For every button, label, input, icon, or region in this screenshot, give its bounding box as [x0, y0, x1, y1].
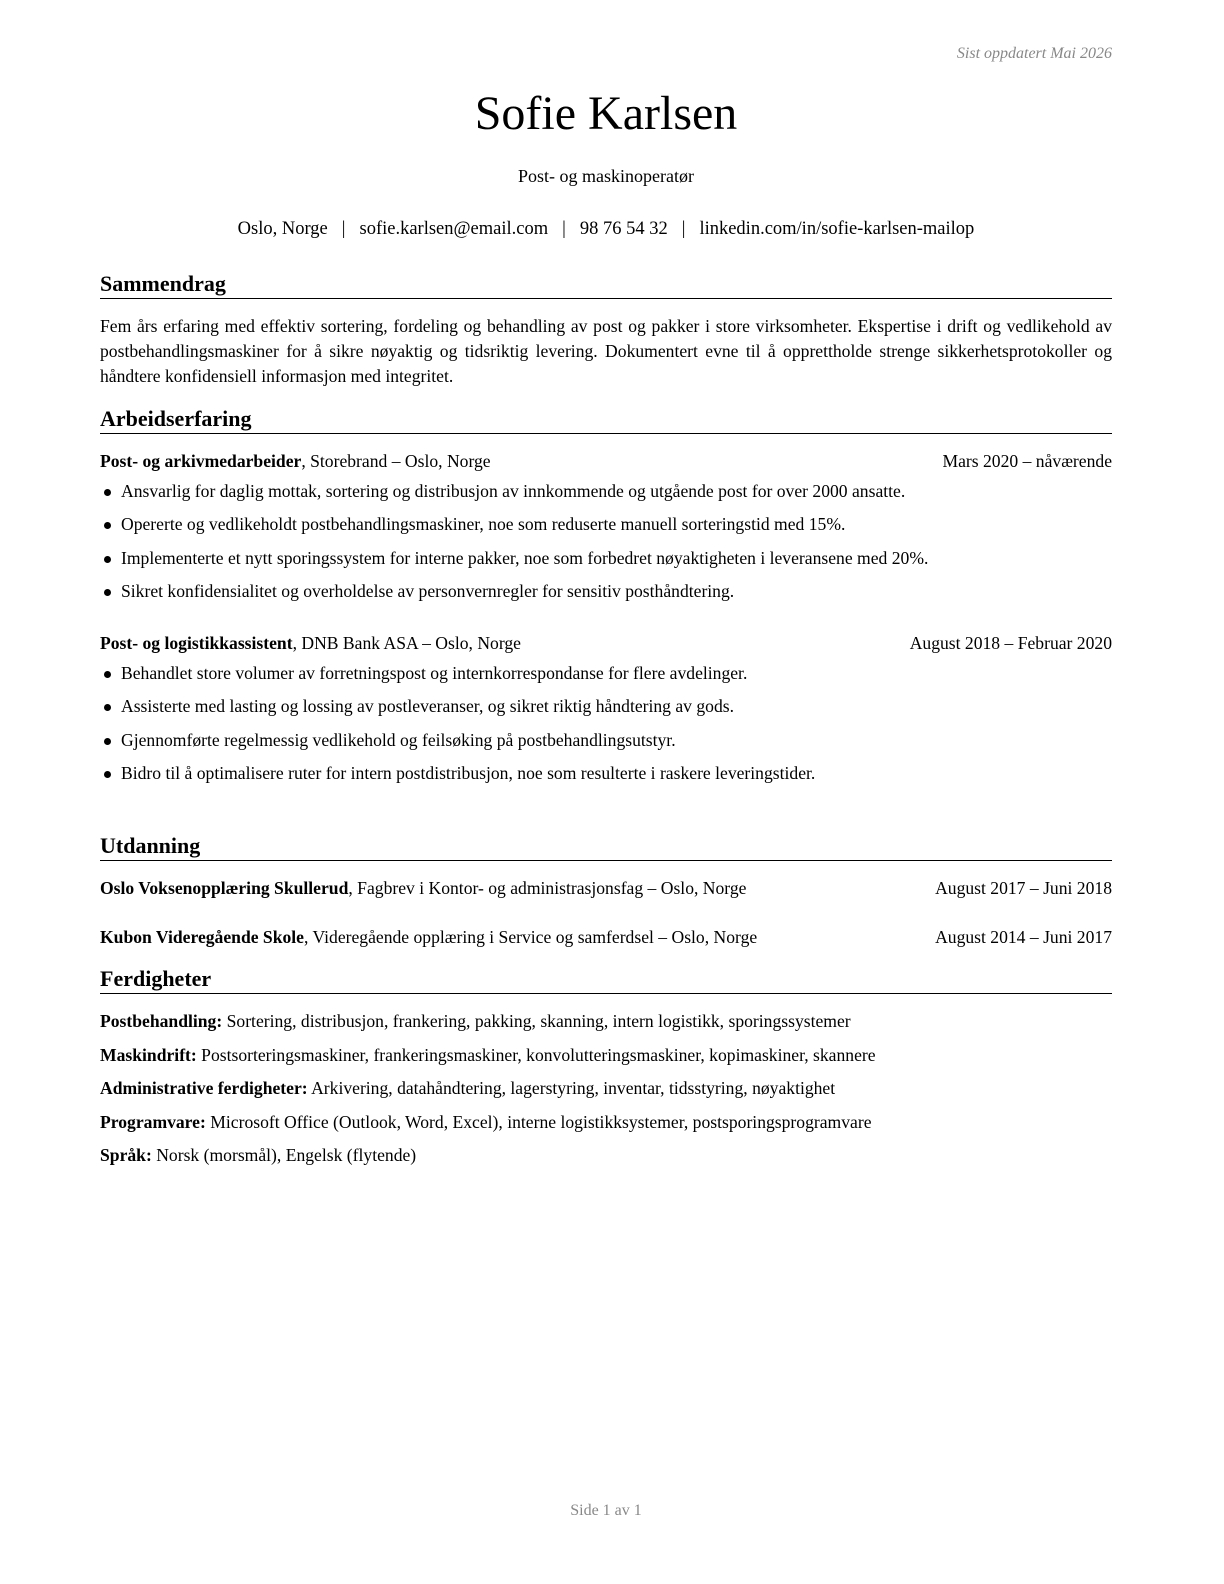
last-updated: Sist oppdatert Mai 2026	[956, 45, 1112, 62]
skill-label: Postbehandling:	[100, 1011, 223, 1031]
skills-list	[100, 1009, 1112, 1168]
resume-page	[100, 0, 1112, 1584]
contact-line	[100, 219, 1112, 240]
education-school: Kubon Videregående Skole	[100, 927, 304, 947]
skill-value: Postsorteringsmaskiner, frankeringsmaskiner, konvolutteringsmaskiner, kopimaskiner, skannere	[196, 1044, 876, 1065]
list-item: Implementerte et nytt sporingssystem for interne pakker, noe som forbedret nøyaktigheten i leveransene med 20%.	[100, 546, 1112, 571]
list-item: Opererte og vedlikeholdt postbehandlingsmaskiner, noe som reduserte manuell sorteringstid med 15%.	[100, 512, 1112, 537]
skill-row	[100, 1076, 1112, 1101]
skill-value: Norsk (morsmål), Engelsk (flytende)	[151, 1145, 417, 1165]
skills-section	[100, 965, 1112, 1177]
list-item: Assisterte med lasting og lossing av postleveranser, og sikret riktig håndtering av gods.	[100, 694, 1112, 719]
education-detail: , Fagbrev i Kontor- og administrasjonsfag – Oslo, Norge	[348, 878, 747, 898]
education-entry	[100, 925, 1112, 950]
section-title-summary: Sammendrag	[100, 270, 1112, 299]
list-item: Behandlet store volumer av forretningspost og internkorrespondanse for flere avdelinger.	[100, 661, 1112, 686]
education-section	[100, 832, 1112, 950]
job-entry	[100, 631, 1112, 786]
contact-linkedin[interactable]: linkedin.com/in/sofie-karlsen-mailop	[699, 219, 975, 239]
contact-location: Oslo, Norge	[237, 219, 328, 239]
summary-text: Fem års erfaring med effektiv sortering, fordeling og behandling av post og pakker i store virksomheter. Ekspertise i drift og vedlikehold av postbehandlingsmaskiner for å sikre nøyaktig og tidsriktig levering. Dokumentert evne til å opprettholde strenge sikkerhetsprotokoller og håndtere konfidensiell informasjon med integritet.	[100, 316, 1112, 386]
candidate-role: Post- og maskinoperatør	[518, 166, 694, 186]
education-school: Oslo Voksenopplæring Skullerud	[100, 878, 349, 898]
skill-value: Arkivering, datahåndtering, lagerstyring, inventar, tidsstyring, nøyaktighet	[307, 1078, 836, 1098]
skill-row	[100, 1143, 1112, 1168]
skill-label: Språk:	[100, 1145, 152, 1165]
section-title-experience: Arbeidserfaring	[100, 405, 1112, 434]
skill-label: Programvare:	[100, 1111, 206, 1132]
page-number: Side 1 av 1	[570, 1502, 642, 1519]
contact-email[interactable]: sofie.karlsen@email.com	[359, 219, 549, 239]
candidate-name: Sofie Karlsen	[474, 87, 738, 140]
section-title-skills: Ferdigheter	[100, 965, 1112, 994]
job-bullets	[100, 661, 1112, 787]
skill-label: Administrative ferdigheter:	[100, 1078, 308, 1098]
job-dates: August 2018 – Februar 2020	[909, 633, 1112, 653]
section-title-education: Utdanning	[100, 832, 1112, 861]
job-header	[100, 449, 1112, 474]
skill-value: Sortering, distribusjon, frankering, pakking, skanning, intern logistikk, sporingssystemer	[222, 1011, 851, 1031]
skill-row	[100, 1043, 1112, 1068]
contact-separator: |	[341, 219, 346, 239]
job-position: Post- og arkivmedarbeider	[100, 451, 302, 471]
skill-row	[100, 1009, 1112, 1034]
job-bullets	[100, 479, 1112, 605]
list-item: Bidro til å optimalisere ruter for intern postdistribusjon, noe som resulterte i raskere leveringstider.	[100, 761, 1112, 786]
skill-row	[100, 1110, 1112, 1135]
list-item: Ansvarlig for daglig mottak, sortering og distribusjon av innkommende og utgående post for over 2000 ansatte.	[100, 479, 1112, 504]
job-company: , Storebrand – Oslo, Norge	[301, 451, 491, 471]
contact-phone: 98 76 54 32	[579, 219, 668, 239]
education-detail: , Videregående opplæring i Service og samferdsel – Oslo, Norge	[304, 927, 758, 947]
job-company: , DNB Bank ASA – Oslo, Norge	[292, 633, 521, 653]
skill-value: Microsoft Office (Outlook, Word, Excel), interne logistikksystemer, postsporingsprogramvare	[205, 1111, 872, 1132]
job-dates: Mars 2020 – nåværende	[942, 451, 1112, 471]
skill-label: Maskindrift:	[100, 1044, 197, 1065]
summary-section	[100, 270, 1112, 389]
job-position: Post- og logistikkassistent	[100, 633, 293, 653]
experience-section	[100, 405, 1112, 786]
job-entry	[100, 449, 1112, 604]
list-item: Sikret konfidensialitet og overholdelse av personvernregler for sensitiv posthåndtering.	[100, 579, 1112, 604]
education-dates: August 2014 – Juni 2017	[935, 927, 1112, 947]
contact-separator: |	[562, 219, 566, 239]
job-header	[100, 631, 1112, 656]
contact-separator: |	[681, 219, 686, 239]
list-item: Gjennomførte regelmessig vedlikehold og feilsøking på postbehandlingsutstyr.	[100, 728, 1112, 753]
education-dates: August 2017 – Juni 2018	[935, 878, 1112, 898]
education-entry	[100, 876, 1112, 901]
